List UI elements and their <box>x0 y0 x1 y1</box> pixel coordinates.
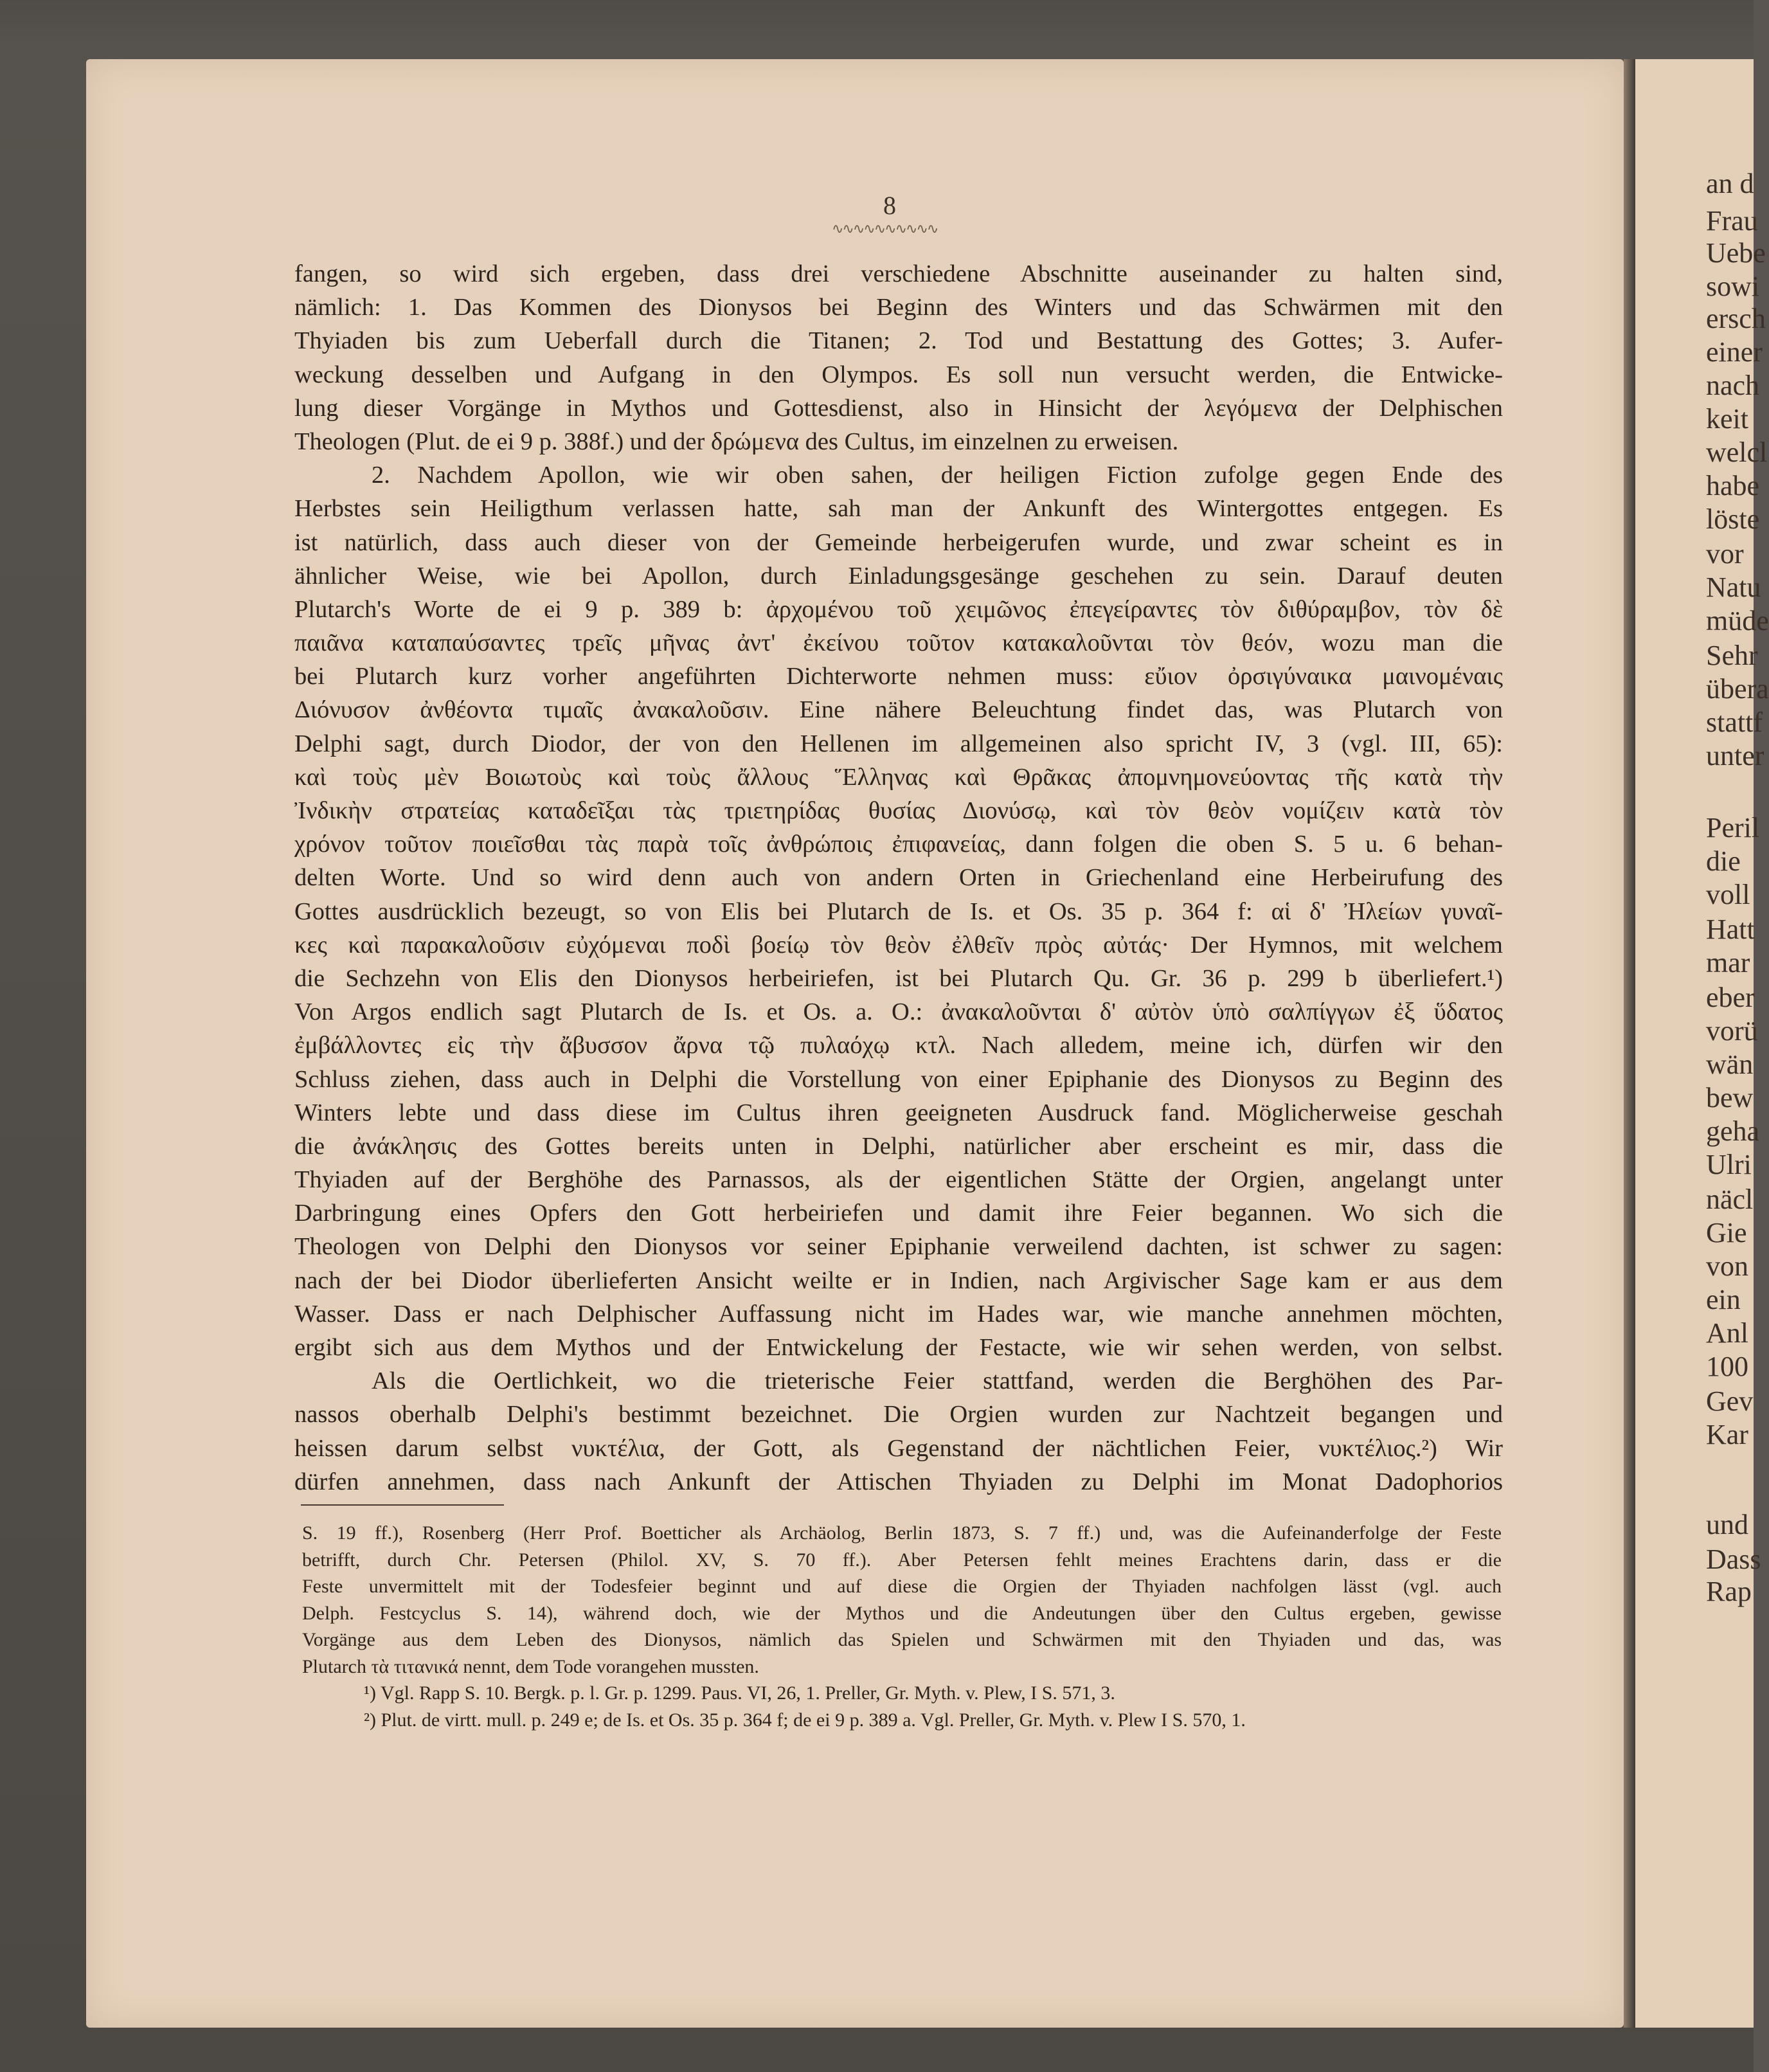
footnote-line: Plutarch τὰ τιτανικά nennt, dem Tode vorangehen mussten. <box>302 1655 759 1677</box>
facing-page-line: Rap <box>1706 1576 1752 1607</box>
facing-page-line: habe <box>1706 470 1760 501</box>
facing-page-line: und <box>1706 1509 1748 1540</box>
body-line: ergibt sich aus dem Mythos und der Entwickelung der Festacte, wie wir sehen werden, von selbst. <box>294 1334 1503 1361</box>
facing-page-line: einer <box>1706 336 1763 368</box>
page-number: 8 <box>883 191 896 220</box>
body-line: nach der bei Diodor überlieferten Ansicht weilte er in Indien, nach Argivischer Sage kam er aus dem <box>294 1266 1503 1294</box>
body-line: Wasser. Dass er nach Delphischer Auffassung nicht im Hades war, wie manche annehmen möchten, <box>294 1300 1503 1328</box>
footnote-line: Vorgänge aus dem Leben des Dionysos, nämlich das Spielen und Schwärmen mit den Thyiaden und das, was <box>302 1629 1502 1650</box>
facing-page-line: Natu <box>1706 572 1761 603</box>
footnote-line: Feste unvermittelt mit der Todesfeier beginnt und auf diese die Orgien der Thyiaden nachfolgen lässt (vgl. auch <box>302 1576 1502 1597</box>
facing-page-line: Dass <box>1706 1544 1761 1575</box>
body-line: fangen, so wird sich ergeben, dass drei verschiedene Abschnitte auseinander zu halten sind, <box>294 260 1503 287</box>
body-line: Διόνυσον ἀνθέοντα τιμαῖς ἀνακαλοῦσιν. Eine nähere Beleuchtung findet das, was Plutarch von <box>294 696 1503 724</box>
facing-page-line: nach <box>1706 370 1760 401</box>
facing-page-line: ein <box>1706 1284 1741 1315</box>
footnote-1: ¹) Vgl. Rapp S. 10. Bergk. p. l. Gr. p. 1299. Paus. VI, 26, 1. Preller, Gr. Myth. v. Plew, I S. 571, 3. <box>364 1682 1115 1704</box>
facing-page-fragment <box>1635 59 1769 2028</box>
body-line: ähnlicher Weise, wie bei Apollon, durch Einladungsgesänge geschehen zu sein. Darauf deuten <box>294 562 1503 590</box>
facing-page-line: Frau <box>1706 205 1758 237</box>
facing-page-line: Peril <box>1706 812 1760 843</box>
facing-page-line: löste <box>1706 503 1760 535</box>
body-line: Delphi sagt, durch Diodor, der von den Hellenen im allgemeinen also spricht IV, 3 (vgl. III, 65): <box>294 730 1503 757</box>
body-line: 2. Nachdem Apollon, wie wir oben sahen, der heiligen Fiction zufolge gegen Ende des <box>372 462 1503 489</box>
body-text <box>294 257 1503 1499</box>
body-line: Plutarch's Worte de ei 9 p. 389 b: ἀρχομένου τοῦ χειμῶνος ἐπεγείραντες τὸν διθύραμβον, τὸν δὲ <box>294 595 1503 623</box>
body-line: Thyiaden auf der Berghöhe des Parnassos, als der eigentlichen Stätte der Orgien, angelangt unter <box>294 1166 1503 1194</box>
body-line: Theologen (Plut. de ei 9 p. 388f.) und der δρώμενα des Cultus, im einzelnen zu erweisen. <box>294 428 1179 455</box>
facing-page-line: die <box>1706 845 1741 877</box>
body-line: bei Plutarch kurz vorher angeführten Dichterworte nehmen muss: εὔιον ὀρσιγύναικα μαινομέναις <box>294 663 1503 690</box>
facing-page-line: voll <box>1706 879 1750 910</box>
facing-page-line: keit <box>1706 403 1748 435</box>
body-line: Ἰνδικὴν στρατείας καταδεῖξαι τὰς τριετηρίδας θυσίας Διονύσῳ, καὶ τὸν θεὸν νομίζειν κατὰ τὸν <box>294 797 1503 824</box>
facing-page-line: Kar <box>1706 1419 1748 1450</box>
facing-page-line: eber <box>1706 982 1755 1013</box>
facing-page-line: vor <box>1706 538 1744 570</box>
body-line: Winters lebte und dass diese im Cultus ihren geeigneten Ausdruck fand. Möglicherweise geschah <box>294 1099 1503 1126</box>
body-line: die ἀνάκλησις des Gottes bereits unten in Delphi, natürlicher aber erscheint es mir, dass die <box>294 1132 1503 1160</box>
facing-page-line: Gev <box>1706 1385 1754 1417</box>
body-line: χρόνον τοῦτον ποιεῖσθαι τὰς παρὰ τοῖς ἀνθρώποις ἐπιφανείας, dann folgen die oben S. 5 u. 6 behan- <box>294 831 1503 858</box>
footnote-line: Delph. Festcyclus S. 14), während doch, wie der Mythos und die Andeutungen über den Cultus ergeben, gewisse <box>302 1602 1502 1624</box>
facing-page-line: an d <box>1706 168 1754 199</box>
body-line: ἐμβάλλοντες εἰς τὴν ἄβυσσον ἄρνα τῷ πυλαόχῳ κτλ. Nach alledem, meine ich, dürfen wir den <box>294 1032 1503 1059</box>
facing-page-line: ersch <box>1706 303 1766 334</box>
body-line: Von Argos endlich sagt Plutarch de Is. et Os. a. O.: ἀνακαλοῦνται δ' αὐτὸν ὑπὸ σαλπίγγων ἐξ ὕδατος <box>294 998 1503 1026</box>
facing-page-line: Hatt <box>1706 914 1755 945</box>
facing-page-line: übera <box>1706 673 1769 705</box>
body-line: Schluss ziehen, dass auch in Delphi die Vorstellung von einer Epiphanie des Dionysos zu Beginn des <box>294 1065 1503 1093</box>
body-line: Gottes ausdrücklich bezeugt, so von Elis bei Plutarch de Is. et Os. 35 p. 364 f: αἱ δ' Ἠλείων γυναῖ- <box>294 897 1503 925</box>
facing-page-line: Ulri <box>1706 1149 1752 1180</box>
body-line: Darbringung eines Opfers den Gott herbeiriefen und damit ihre Feier begannen. Wo sich die <box>294 1200 1503 1227</box>
body-line: κες καὶ παρακαλοῦσιν εὐχόμεναι ποδὶ βοείῳ τὸν θεὸν ἐλθεῖν πρὸς αὐτάς· Der Hymnos, mit welchem <box>294 931 1503 959</box>
facing-page-line: mar <box>1706 947 1750 978</box>
facing-page-line: Gie <box>1706 1217 1747 1248</box>
body-line: καὶ τοὺς μὲν Βοιωτοὺς καὶ τοὺς ἄλλους Ἕλληνας καὶ Θρᾶκας ἀπομνημονεύοντας τῆς κατὰ τὴν <box>294 763 1503 791</box>
book-gutter <box>1624 59 1635 2028</box>
page-number-ornament: ∿∿∿∿∿∿∿∿∿∿ <box>832 221 938 237</box>
facing-page-line: bew <box>1706 1082 1754 1113</box>
body-line: Theologen von Delphi den Dionysos vor seiner Epiphanie verweilend dachten, ist schwer zu sagen: <box>294 1233 1503 1261</box>
facing-page-line: Anl <box>1706 1317 1748 1349</box>
facing-page-line: welcl <box>1706 437 1768 468</box>
footnote-2: ²) Plut. de virtt. mull. p. 249 e; de Is. et Os. 35 p. 364 f; de ei 9 p. 389 a. Vgl. Preller, Gr. Myth. v. Plew I S. 570, 1. <box>364 1709 1246 1731</box>
footnote-separator <box>301 1504 504 1506</box>
facing-page-line: Sehr <box>1706 640 1758 671</box>
facing-page-line: unter <box>1706 740 1765 771</box>
body-line: lung dieser Vorgänge in Mythos und Gottesdienst, also in Hinsicht der λεγόμενα der Delphischen <box>294 394 1503 422</box>
facing-page-line: Uebe <box>1706 237 1766 269</box>
facing-page-line: geha <box>1706 1115 1760 1147</box>
footnote-line: S. 19 ff.), Rosenberg (Herr Prof. Boetticher als Archäolog, Berlin 1873, S. 7 ff.) und, was die Aufeinanderfolge der Feste <box>302 1522 1502 1544</box>
footnotes <box>302 1520 1502 1733</box>
body-line: Als die Oertlichkeit, wo die trieterische Feier stattfand, werden die Berghöhen des Par- <box>372 1367 1503 1395</box>
body-line: παιᾶνα καταπαύσαντες τρεῖς μῆνας ἀντ' ἐκείνου τοῦτον κατακαλοῦνται τὸν θεόν, wozu man die <box>294 629 1503 657</box>
body-line: Herbstes sein Heiligthum verlassen hatte, sah man der Ankunft des Wintergottes entgegen. Es <box>294 495 1503 523</box>
body-line: die Sechzehn von Elis den Dionysos herbeiriefen, ist bei Plutarch Qu. Gr. 36 p. 299 b überliefert.¹) <box>294 964 1503 992</box>
facing-page-line: wän <box>1706 1049 1754 1080</box>
body-line: nämlich: 1. Das Kommen des Dionysos bei Beginn des Winters und das Schwärmen mit den <box>294 294 1503 321</box>
body-line: weckung desselben und Aufgang in den Olympos. Es soll nun versucht werden, die Entwicke- <box>294 361 1503 388</box>
body-line: Thyiaden bis zum Ueberfall durch die Titanen; 2. Tod und Bestattung des Gottes; 3. Aufer- <box>294 327 1503 355</box>
body-line: heissen darum selbst νυκτέλια, der Gott, als Gegenstand der nächtlichen Feier, νυκτέλιος.²) Wir <box>294 1434 1503 1462</box>
facing-page-line: 100 <box>1706 1351 1748 1382</box>
footnote-line: betrifft, durch Chr. Petersen (Philol. XV, S. 70 ff.). Aber Petersen fehlt meines Erachtens darin, dass er die <box>302 1549 1502 1571</box>
facing-page-line: näcl <box>1706 1184 1754 1215</box>
facing-page-line: sowi <box>1706 271 1760 302</box>
facing-page-line: müde <box>1706 605 1769 636</box>
body-line: ist natürlich, dass auch dieser von der Gemeinde herbeigerufen wurde, und zwar scheint es in <box>294 528 1503 556</box>
facing-page-line: stattf <box>1706 707 1763 738</box>
facing-page-line: vorü <box>1706 1015 1758 1047</box>
body-line: dürfen annehmen, dass nach Ankunft der Attischen Thyiaden zu Delphi im Monat Dadophorios <box>294 1468 1503 1495</box>
body-line: delten Worte. Und so wird denn auch von andern Orten in Griechenland eine Herbeirufung des <box>294 864 1503 892</box>
facing-page-line: von <box>1706 1250 1748 1282</box>
body-line: nassos oberhalb Delphi's bestimmt bezeichnet. Die Orgien wurden zur Nachtzeit begangen und <box>294 1401 1503 1428</box>
